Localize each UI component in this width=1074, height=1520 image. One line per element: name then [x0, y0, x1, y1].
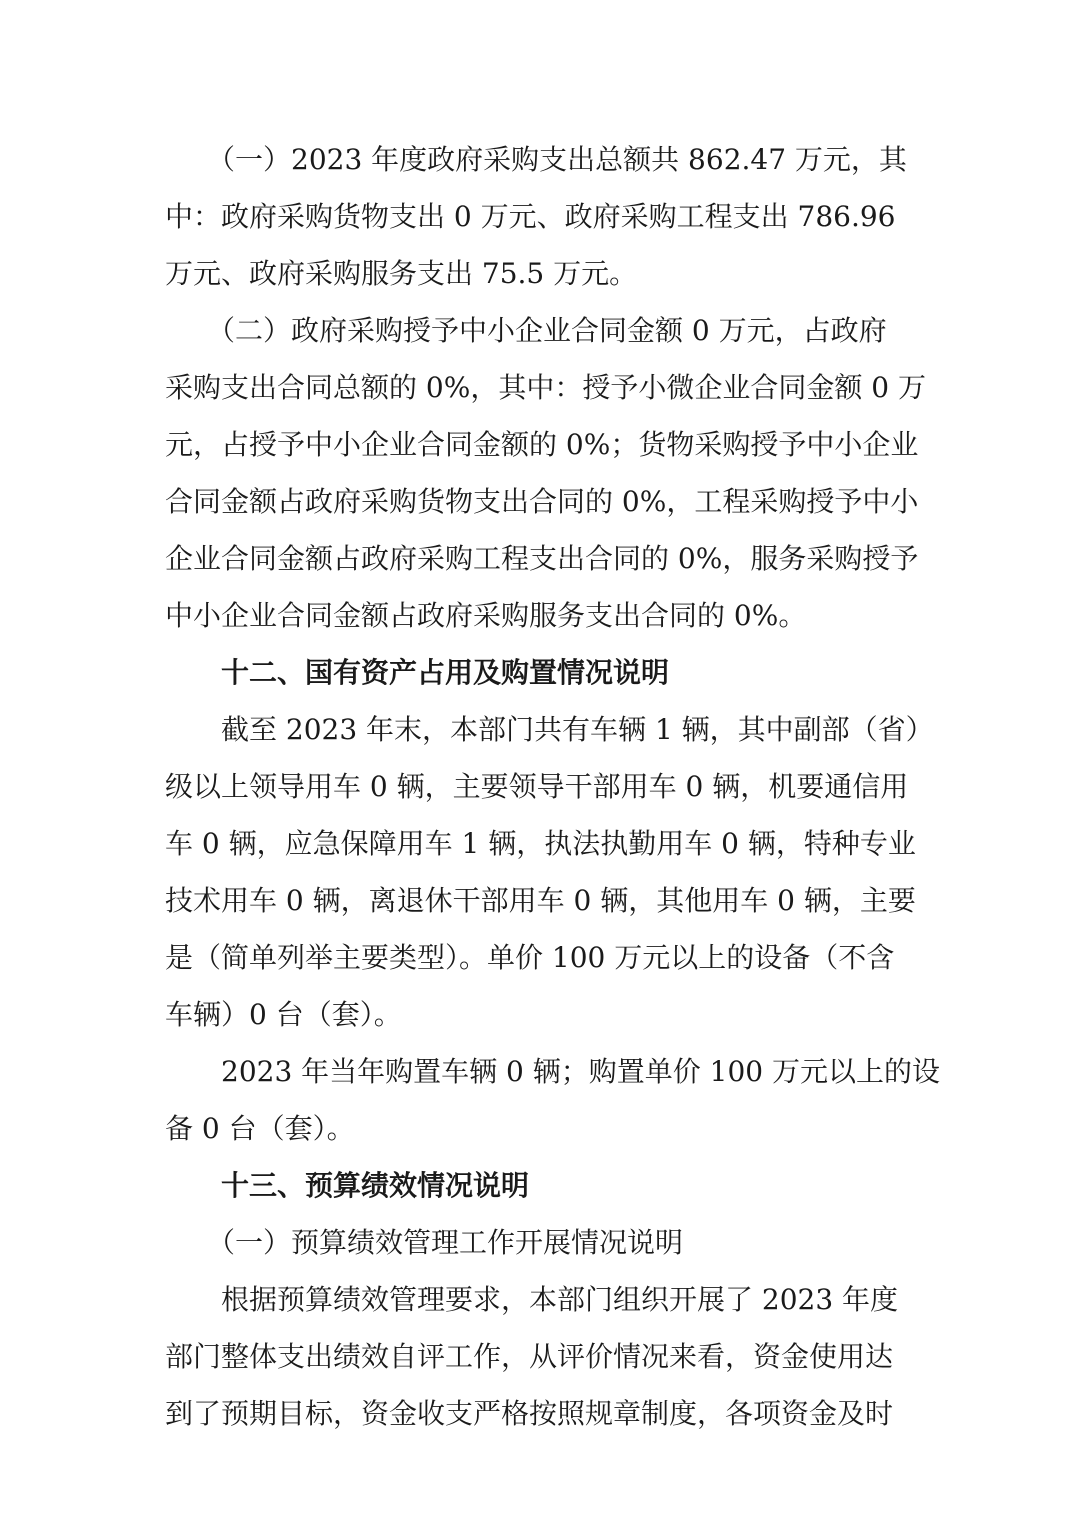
paragraph-line: 车辆）0 台（套）。	[165, 998, 402, 1031]
paragraph-line: 根据预算绩效管理要求，本部门组织开展了 2023 年度	[165, 1283, 899, 1316]
paragraph-line: 到了预期目标，资金收支严格按照规章制度，各项资金及时	[165, 1397, 894, 1430]
section-heading: 十三、预算绩效情况说明	[165, 1169, 530, 1202]
paragraph-line: 级以上领导用车 0 辆，主要领导干部用车 0 辆，机要通信用	[165, 770, 909, 803]
paragraph-line: 采购支出合同总额的 0%，其中：授予小微企业合同金额 0 万	[165, 371, 926, 404]
paragraph-line: 截至 2023 年末，本部门共有车辆 1 辆，其中副部（省）	[165, 713, 934, 746]
paragraph-line: 元，占授予中小企业合同金额的 0%；货物采购授予中小企业	[165, 428, 919, 461]
paragraph-line: 备 0 台（套）。	[165, 1112, 355, 1145]
section-heading: 十二、国有资产占用及购置情况说明	[165, 656, 670, 689]
subsection-heading: （一）预算绩效管理工作开展情况说明	[165, 1226, 684, 1259]
paragraph-line: （一）2023 年度政府采购支出总额共 862.47 万元，其	[165, 143, 907, 176]
paragraph-line: 中：政府采购货物支出 0 万元、政府采购工程支出 786.96	[165, 200, 896, 233]
paragraph-line: 企业合同金额占政府采购工程支出合同的 0%，服务采购授予	[165, 542, 919, 575]
paragraph-line: 合同金额占政府采购货物支出合同的 0%，工程采购授予中小	[165, 485, 919, 518]
paragraph-line: 技术用车 0 辆，离退休干部用车 0 辆，其他用车 0 辆，主要	[165, 884, 916, 917]
paragraph-line: 部门整体支出绩效自评工作，从评价情况来看，资金使用达	[165, 1340, 894, 1373]
paragraph-line: 是（简单列举主要类型）。单价 100 万元以上的设备（不含	[165, 941, 895, 974]
paragraph-line: 2023 年当年购置车辆 0 辆；购置单价 100 万元以上的设	[165, 1055, 941, 1088]
paragraph-line: 中小企业合同金额占政府采购服务支出合同的 0%。	[165, 599, 807, 632]
paragraph-line: 万元、政府采购服务支出 75.5 万元。	[165, 257, 638, 290]
paragraph-line: （二）政府采购授予中小企业合同金额 0 万元，占政府	[165, 314, 887, 347]
paragraph-line: 车 0 辆，应急保障用车 1 辆，执法执勤用车 0 辆，特种专业	[165, 827, 916, 860]
